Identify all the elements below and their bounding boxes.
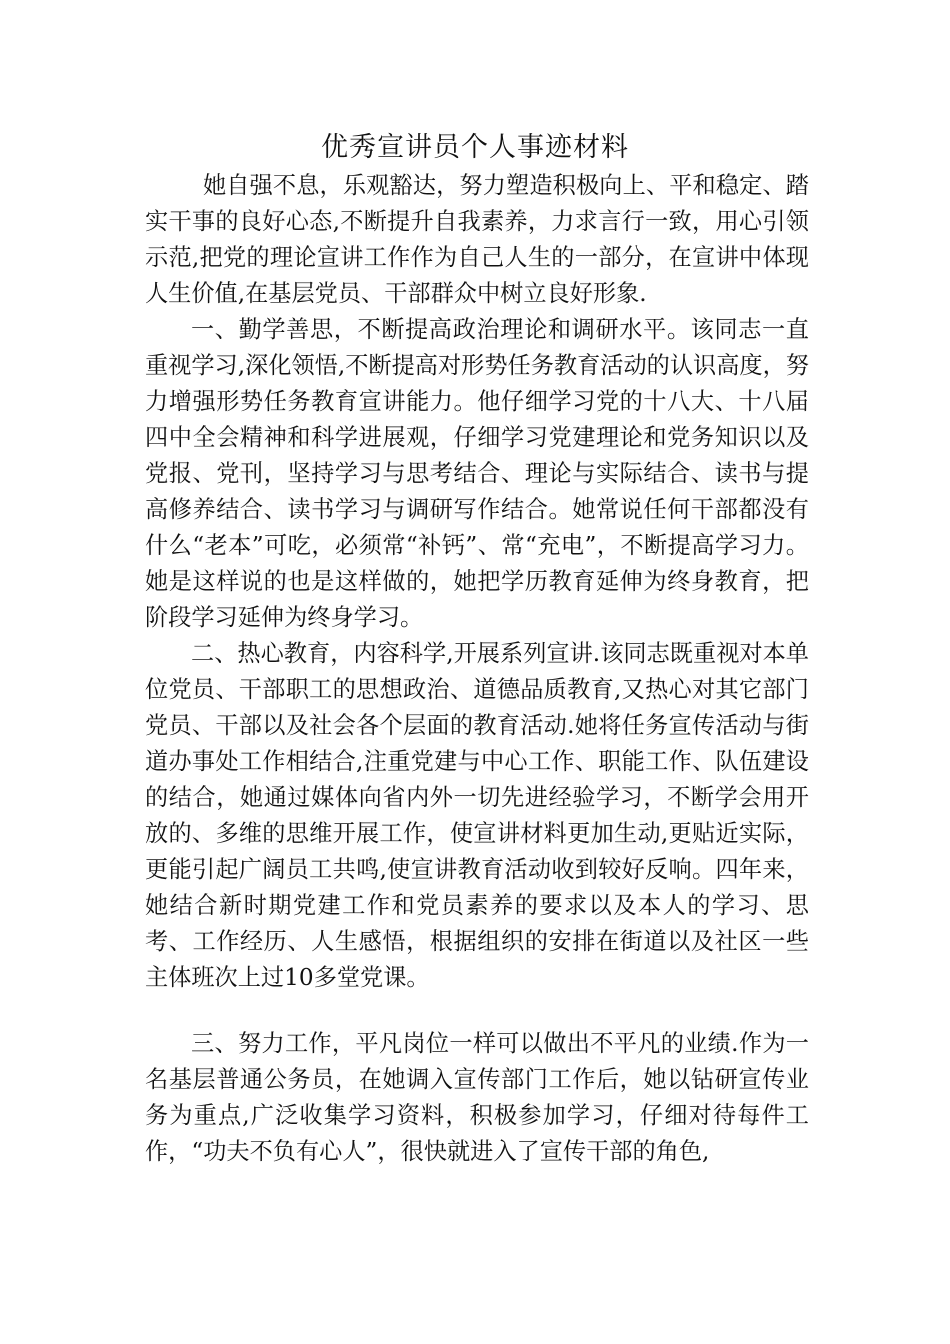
paragraph-section-3: 三、努力工作，平凡岗位一样可以做出不平凡的业绩.作为一名基层普通公务员，在她调入宣传部门工作后，她以钻研宣传业务为重点,广泛收集学习资料，积极参加学习，仔细对待每件工作，“功夫不负有心人”，很快就进入了宣传干部的角色, (145, 1030, 809, 1165)
paragraph-section-2: 二、热心教育，内容科学,开展系列宣讲.该同志既重视对本单位党员、干部职工的思想政治、道德品质教育,又热心对其它部门党员、干部以及社会各个层面的教育活动.她将任务宣传活动与街道办事处工作相结合,注重党建与中心工作、职能工作、队伍建设的结合，她通过媒体向省内外一切先进经验学习，不断学会用开放的、多维的思维开展工作，使宣讲材料更加生动,更贴近实际，更能引起广阔员工共鸣,使宣讲教育活动收到较好反响。四年来，她结合新时期党建工作和党员素养的要求以及本人的学习、思考、工作经历、人生感悟，根据组织的安排在街道以及社区一些主体班次上过10多堂党课。 (145, 640, 809, 991)
paragraph-intro: 她自强不息，乐观豁达，努力塑造积极向上、平和稳定、踏实干事的良好心态,不断提升自我素养，力求言行一致，用心引领示范,把党的理论宣讲工作作为自己人生的一部分，在宣讲中体现人生价值,在基层党员、干部群众中树立良好形象. (145, 172, 809, 307)
document-title: 优秀宣讲员个人事迹材料 (321, 132, 629, 163)
document-body (145, 168, 809, 1170)
paragraph-spacer (145, 996, 809, 1026)
paragraph-section-1: 一、勤学善思，不断提高政治理论和调研水平。该同志一直重视学习,深化领悟,不断提高对形势任务教育活动的认识高度，努力增强形势任务教育宣讲能力。他仔细学习党的十八大、十八届四中全会精神和科学进展观，仔细学习党建理论和党务知识以及党报、党刊，坚持学习与思考结合、理论与实际结合、读书与提高修养结合、读书学习与调研写作结合。她常说任何干部都没有什么“老本”可吃，必须常“补钙”、常“充电”，不断提高学习力。她是这样说的也是这样做的，她把学历教育延伸为终身教育，把阶段学习延伸为终身学习。 (145, 316, 809, 631)
